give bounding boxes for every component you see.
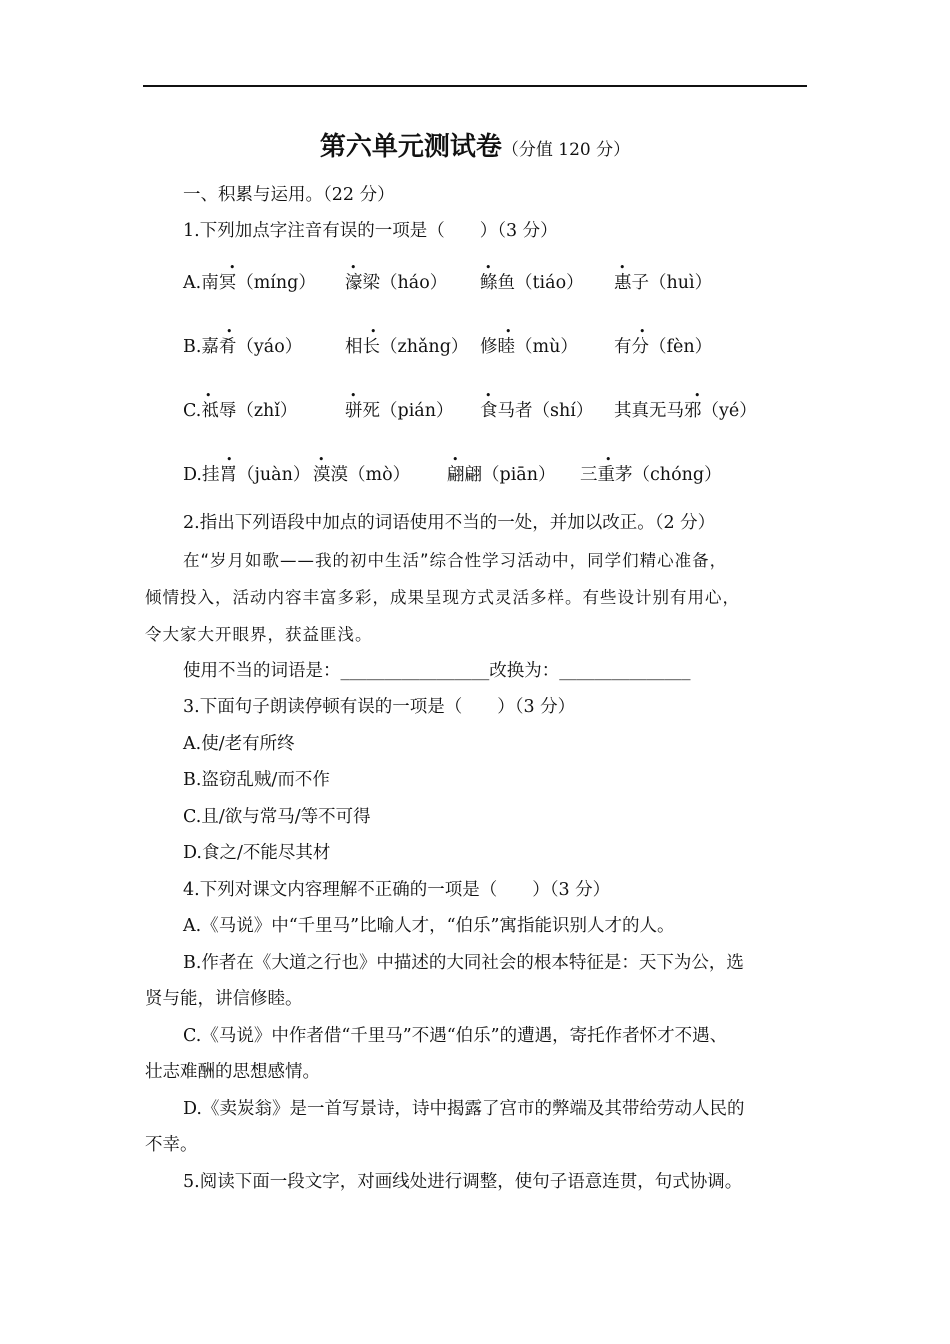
q1-a-item: • 鲦鱼（tiáo） — [480, 261, 584, 293]
q1-d-item: • 翩翩（piān） — [447, 453, 556, 485]
q3-option-a: A.使/老有所终 — [183, 734, 295, 754]
section-heading: 一、积累与运用。（22 分） — [183, 185, 395, 205]
q1-c-item: • 食马者（shí） — [480, 389, 594, 421]
q4-option-c-cont: 壮志难酬的思想感情。 — [145, 1062, 320, 1082]
q4-option-a: A.《马说》中“千里马”比喻人才，“伯乐”寓指能识别人才的人。 — [183, 916, 675, 936]
q4-option-d-cont: 不幸。 — [145, 1135, 198, 1155]
q1-d-item: • 漠漠（mò） — [313, 453, 411, 485]
q1-c-item: • 骈死（pián） — [345, 389, 454, 421]
q5-stem: 5.阅读下面一段文字，对画线处进行调整，使句子语意连贯，句式协调。 — [183, 1172, 743, 1192]
q1-c-item: • 其真无马邪（yé） — [614, 389, 757, 421]
q4-option-c: C.《马说》中作者借“千里马”不遇“伯乐”的遭遇，寄托作者怀才不遇、 — [183, 1026, 728, 1046]
page-title — [0, 126, 950, 163]
header-rule — [143, 85, 807, 87]
title-main: 第六单元测试卷 — [319, 132, 502, 162]
q3-option-c: C.且/欲与常马/等不可得 — [183, 807, 371, 827]
q2-passage-line: 在“岁月如歌——我的初中生活”综合性学习活动中，同学们精心准备， — [183, 551, 728, 570]
q3-option-b: B.盗窃乱贼/而不作 — [183, 770, 330, 790]
q1-b-item: • 修睦（mù） — [480, 325, 578, 357]
q3-option-d: D.食之/不能尽其材 — [183, 843, 331, 863]
q4-option-b-cont: 贤与能，讲信修睦。 — [145, 989, 303, 1009]
q4-option-b: B.作者在《大道之行也》中描述的大同社会的根本特征是：天下为公，选 — [183, 953, 744, 973]
q2-passage-line: 令大家大开眼界，获益匪浅。 — [145, 625, 373, 644]
q1-b-item: • B.嘉肴（yáo） — [183, 325, 303, 357]
q1-b-item: • 有分（fèn） — [614, 325, 713, 357]
q2-passage-line: 倾情投入，活动内容丰富多彩，成果呈现方式灵活多样。有些设计别有用心， — [145, 588, 740, 607]
q3-stem: 3.下面句子朗读停顿有误的一项是（ ）（3 分） — [183, 697, 576, 717]
q1-a-item: • 濠梁（háo） — [345, 261, 448, 293]
q1-b-item: • 相长（zhǎng） — [345, 325, 469, 357]
q2-answer-line: 使用不当的词语是：_________________改换为：_______________ — [183, 661, 691, 681]
q1-a-item: • 惠子（huì） — [614, 261, 713, 293]
q4-option-d: D.《卖炭翁》是一首写景诗，诗中揭露了宫市的弊端及其带给劳动人民的 — [183, 1099, 745, 1119]
q1-c-item: • C.祗辱（zhǐ） — [183, 389, 298, 421]
q1-stem: 1.下列加点字注音有误的一项是（ ）（3 分） — [183, 221, 558, 241]
q2-stem: 2.指出下列语段中加点的词语使用不当的一处，并加以改正。（2 分） — [183, 513, 716, 533]
q1-d-item: • 三重茅（chóng） — [580, 453, 722, 485]
q1-d-item: • D.挂罥（juàn） — [183, 453, 311, 485]
q1-a-item: • A.南冥（míng） — [183, 261, 316, 293]
title-score-note: （分值 120 分） — [501, 140, 631, 160]
q4-stem: 4.下列对课文内容理解不正确的一项是（ ）（3 分） — [183, 880, 611, 900]
